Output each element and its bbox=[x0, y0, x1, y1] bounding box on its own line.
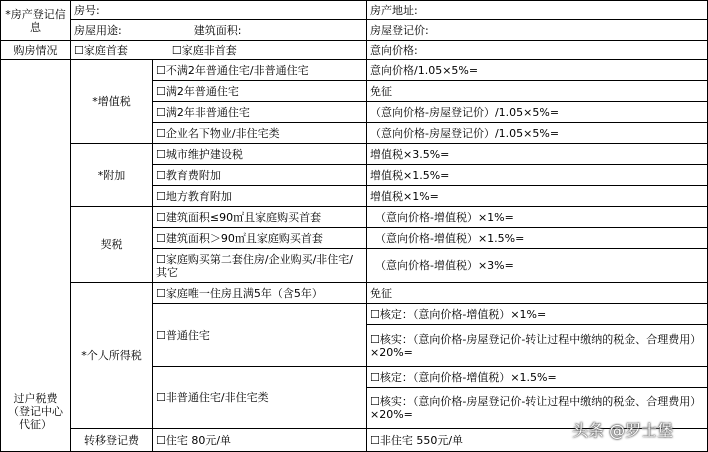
vat-cond-2[interactable]: ☐满2年非普通住宅 bbox=[153, 102, 367, 123]
purchase-label: 购房情况 bbox=[0, 41, 71, 60]
surcharge-formula-1: 增值税×1.5%= bbox=[367, 165, 708, 186]
usage-field: 房屋用途: bbox=[74, 23, 122, 37]
room-no-field: 房号: bbox=[71, 0, 367, 20]
vat-cond-3[interactable]: ☐企业名下物业/非住宅类 bbox=[153, 123, 367, 144]
vat-cond-1[interactable]: ☐满2年普通住宅 bbox=[153, 81, 367, 102]
deed-label: 契税 bbox=[71, 207, 153, 283]
vat-formula-1: 免征 bbox=[367, 81, 708, 102]
surcharge-cond-2[interactable]: ☐地方教育附加 bbox=[153, 186, 367, 207]
income-non-ordinary-cond[interactable]: ☐非普通住宅/非住宅类 bbox=[153, 367, 367, 429]
transfer-non-residential[interactable]: ☐非住宅 550元/单 bbox=[367, 429, 708, 452]
surcharge-cond-1[interactable]: ☐教育费附加 bbox=[153, 165, 367, 186]
usage-area-row bbox=[71, 20, 367, 41]
not-first-home-checkbox[interactable]: ☐家庭非首套 bbox=[171, 43, 237, 57]
income-ordinary-actual[interactable]: ☐核实：（意向价格-房屋登记价-转让过程中缴纳的税金、合理费用）×20%= bbox=[367, 325, 708, 367]
registration-section-label: *房产登记信息 bbox=[0, 0, 71, 41]
vat-cond-0[interactable]: ☐不满2年普通住宅/非普通住宅 bbox=[153, 60, 367, 81]
vat-formula-3: （意向价格-房屋登记价）/1.05×5%= bbox=[367, 123, 708, 144]
deed-formula-0: （意向价格-增值税）×1%= bbox=[367, 207, 708, 228]
registered-price-field: 房屋登记价: bbox=[367, 20, 708, 41]
income-ordinary-assessed[interactable]: ☐核定：（意向价格-增值税）×1%= bbox=[367, 304, 708, 325]
vat-formula-2: （意向价格-房屋登记价）/1.05×5%= bbox=[367, 102, 708, 123]
address-field: 房产地址: bbox=[367, 0, 708, 20]
intended-price-field: 意向价格: bbox=[367, 41, 708, 60]
surcharge-label: *附加 bbox=[71, 144, 153, 207]
watermark bbox=[572, 419, 704, 443]
purchase-options bbox=[71, 41, 367, 60]
income-tax-label: *个人所得税 bbox=[71, 283, 153, 429]
deed-cond-1[interactable]: ☐建筑面积＞90㎡且家庭购买首套 bbox=[153, 228, 367, 249]
surcharge-cond-0[interactable]: ☐城市维护建设税 bbox=[153, 144, 367, 165]
area-field: 建筑面积: bbox=[193, 23, 242, 37]
deed-formula-2: （意向价格-增值税）×3%= bbox=[367, 249, 708, 283]
income-only-home-formula: 免征 bbox=[367, 283, 708, 304]
deed-cond-0[interactable]: ☐建筑面积≤90㎡且家庭购买首套 bbox=[153, 207, 367, 228]
first-home-checkbox[interactable]: ☐家庭首套 bbox=[74, 43, 128, 57]
surcharge-formula-0: 增值税×3.5%= bbox=[367, 144, 708, 165]
fees-label: 过户税费（登记中心代征） bbox=[0, 60, 71, 452]
income-ordinary-cond[interactable]: ☐普通住宅 bbox=[153, 304, 367, 367]
watermark-text: 头条 @罗士堡 bbox=[572, 421, 674, 440]
transfer-label: 转移登记费 bbox=[71, 429, 153, 452]
transfer-residential[interactable]: ☐住宅 80元/单 bbox=[153, 429, 367, 452]
income-only-home-cond[interactable]: ☐家庭唯一住房且满5年（含5年） bbox=[153, 283, 367, 304]
vat-formula-0: 意向价格/1.05×5%= bbox=[367, 60, 708, 81]
income-non-ordinary-assessed[interactable]: ☐核定：（意向价格-增值税）×1.5%= bbox=[367, 367, 708, 388]
vat-label: *增值税 bbox=[71, 60, 153, 144]
deed-formula-1: （意向价格-增值税）×1.5%= bbox=[367, 228, 708, 249]
deed-cond-2[interactable]: ☐家庭购买第二套住房/企业购买/非住宅/其它 bbox=[153, 249, 367, 283]
income-non-ordinary-actual[interactable]: ☐核实：（意向价格-房屋登记价-转让过程中缴纳的税金、合理费用）×20%= bbox=[367, 388, 708, 429]
surcharge-formula-2: 增值税×1%= bbox=[367, 186, 708, 207]
